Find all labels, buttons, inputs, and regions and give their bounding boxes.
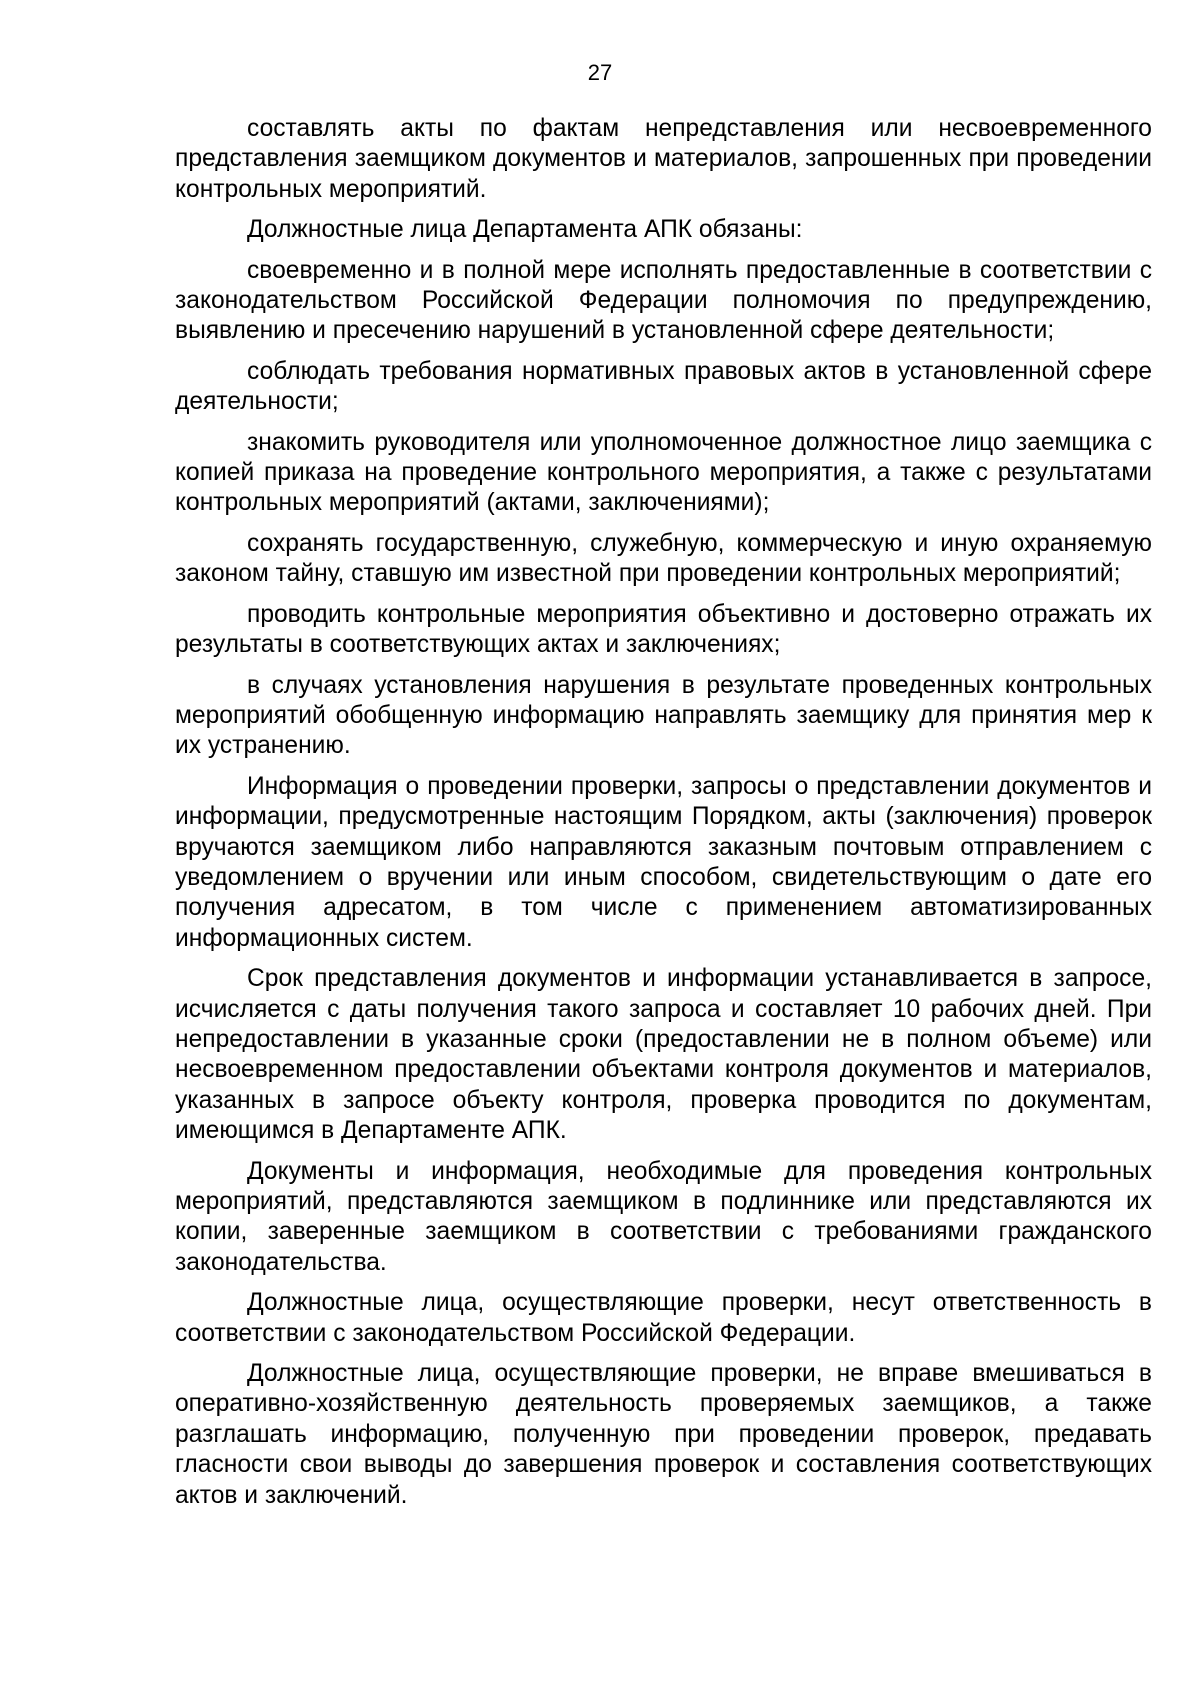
paragraph-keep-secrets: сохранять государственную, служебную, коммерческую и иную охраняемую законом тайну, ставшую им известной при проведении контрольных мероприятий; [175,529,1152,588]
document-body [175,114,1152,1521]
page-number: 27 [587,60,613,85]
paragraph-non-interference: Должностные лица, осуществляющие проверки, не вправе вмешиваться в оперативно-хозяйственную деятельность проверяемых заемщиков, а также разглашать информацию, полученную при проведении проверок, предавать гласности свои выводы до завершения проверок и составления соответствующих актов и заключений. [175,1360,1152,1509]
paragraph-documents-originals: Документы и информация, необходимые для проведения контрольных мероприятий, представляются заемщиком в подлиннике или представляются их копии, заверенные заемщиком в соответствии с требованиями гражданского законодательства. [175,1157,1152,1276]
paragraph-inspection-acts: составлять акты по фактам непредставления или несвоевременного представления заемщиком документов и материалов, запрошенных при проведении контрольных мероприятий. [175,115,1152,203]
paragraph-officials-obliged: Должностные лица Департамента АПК обязаны: [247,216,803,244]
paragraph-comply-requirements: соблюдать требования нормативных правовых актов в установленной сфере деятельности; [175,357,1152,416]
paragraph-delivery-of-documents: Информация о проведении проверки, запросы о представлении документов и информации, предусмотренные настоящим Порядком, акты (заключения) проверок вручаются заемщиком либо направляются заказным почтовым отправлением с уведомлением о вручении или иным способом, свидетельствующим о дате его получения адресатом, в том числе с применением автоматизированных информационных систем. [175,772,1152,952]
paragraph-violations-info: в случаях установления нарушения в результате проведенных контрольных мероприятий обобщенную информацию направлять заемщику для принятия мер к их устранению. [175,671,1152,760]
paragraph-objective-control: проводить контрольные мероприятия объективно и достоверно отражать их результаты в соответствующих актах и заключениях; [175,600,1152,659]
paragraph-acquaint-head: знакомить руководителя или уполномоченное должностное лицо заемщика с копией приказа на проведение контрольного мероприятия, а также с результатами контрольных мероприятий (актами, заключениями); [175,428,1152,517]
paragraph-submission-deadline: Срок представления документов и информации устанавливается в запросе, исчисляется с даты получения такого запроса и составляет 10 рабочих дней. При непредоставлении в указанные сроки (предоставлении не в полном объеме) или несвоевременном предоставлении объектами контроля документов и материалов, указанных в запросе объекту контроля, проверка проводится по документам, имеющимся в Департаменте АПК. [175,965,1152,1145]
paragraph-exercise-powers: своевременно и в полной мере исполнять предоставленные в соответствии с законодательством Российской Федерации полномочия по предупреждению, выявлению и пресечению нарушений в установленной сфере деятельности; [175,256,1152,345]
paragraph-officials-responsibility: Должностные лица, осуществляющие проверки, несут ответственность в соответствии с законодательством Российской Федерации. [175,1289,1152,1347]
